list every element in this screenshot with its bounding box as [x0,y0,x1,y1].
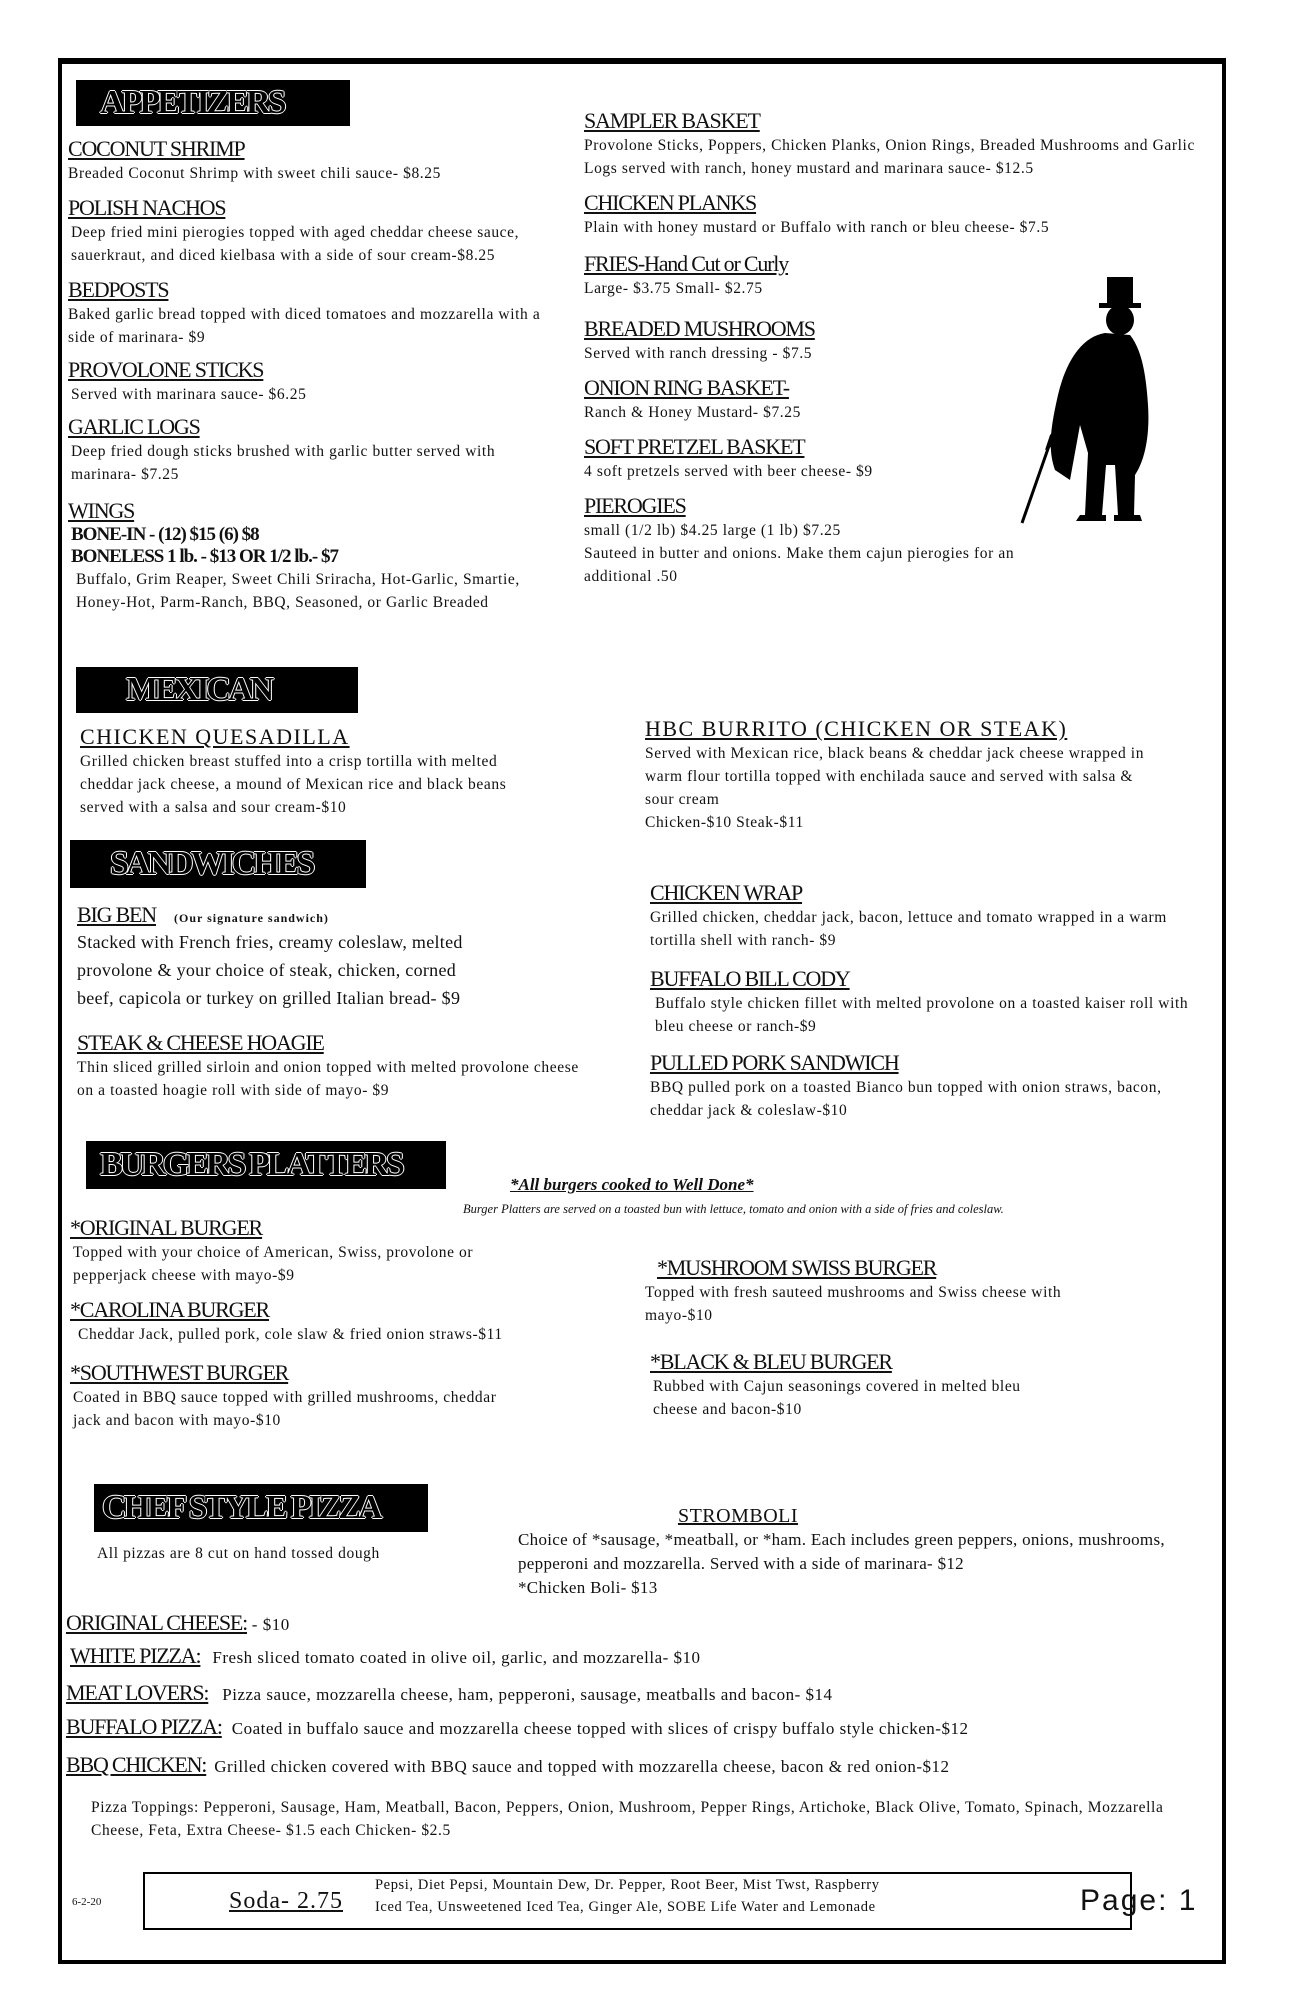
item-desc: - $10 [247,1615,290,1634]
item-desc: Thin sliced grilled sirloin and onion topped with melted provolone cheese on a toasted hoagie roll with side of mayo- $9 [77,1059,579,1099]
sandwiches-banner [70,840,366,888]
section-heading: SANDWICHES [110,845,313,882]
item-desc: Cheddar Jack, pulled pork, cole slaw & fried onion straws-$11 [78,1326,503,1343]
item-title: WHITE PIZZA: [70,1643,201,1668]
item-price: Chicken-$10 Steak-$11 [645,814,804,831]
item-desc: Large- $3.75 Small- $2.75 [584,280,763,297]
section-heading: BURGERS PLATTERS [100,1146,402,1183]
item-title: *SOUTHWEST BURGER [70,1360,289,1385]
item-desc: Served with Mexican rice, black beans & cheddar jack cheese wrapped in warm flour tortilla topped with enchilada sauce and served with salsa & sour cream [645,745,1145,808]
item-title: CHICKEN PLANKS [584,190,757,215]
pizza-list [66,1610,1216,1788]
item-desc: Stacked with French fries, creamy coleslaw, melted provolone & your choice of steak, chicken, corned beef, capicola or turkey on grilled Italian bread- $9 [77,932,463,1008]
item-title: ORIGINAL CHEESE: [66,1610,248,1635]
item-desc: Choice of *sausage, *meatball, or *ham. Each includes green peppers, onions, mushrooms, pepperoni and mozzarella. Served with a side of marinara- $12 [518,1530,1165,1573]
item-desc: Topped with your choice of American, Swiss, provolone or pepperjack cheese with mayo-$9 [73,1244,474,1284]
item-title: FRIES-Hand Cut or Curly [584,251,789,276]
item-desc: BBQ pulled pork on a toasted Bianco bun topped with onion straws, bacon, cheddar jack & coleslaw-$10 [650,1079,1162,1119]
item-sizes: small (1/2 lb) $4.25 large (1 lb) $7.25 [584,522,841,539]
platter-note: Burger Platters are served on a toasted bun with lettuce, tomato and onion with a side of fries and coleslaw. [463,1202,1004,1216]
item-title: *BLACK & BLEU BURGER [650,1349,892,1374]
section-heading: CHEF STYLE PIZZA [102,1489,380,1526]
item-title: STEAK & CHEESE HOAGIE [77,1030,324,1055]
pizza-toppings: Pizza Toppings: Pepperoni, Sausage, Ham, Meatball, Bacon, Peppers, Onion, Mushroom, Pepper Rings, Artichoke, Black Olive, Tomato, Spinach, Mozzarella Cheese, Feta, Extra Cheese- $1.5 each Chicken- $2.5 [91,1799,1164,1839]
item-desc: Served with marinara sauce- $6.25 [71,386,307,403]
item-title: COCONUT SHRIMP [68,136,245,161]
item-title: ONION RING BASKET- [584,375,789,400]
item-title: BIG BEN [77,902,156,927]
appetizers-left-column [68,136,548,614]
item-title: BUFFALO BILL CODY [650,966,850,991]
item-title: PULLED PORK SANDWICH [650,1050,899,1075]
item-desc: Grilled chicken breast stuffed into a crisp tortilla with melted cheddar jack cheese, a mound of Mexican rice and black beans served with a salsa and sour cream-$10 [80,753,507,816]
item-desc: Buffalo, Grim Reaper, Sweet Chili Sriracha, Hot-Garlic, Smartie, Honey-Hot, Parm-Ranch, BBQ, Seasoned, or Garlic Breaded [76,571,520,611]
sandwiches-left [77,902,597,1102]
pizza-row [66,1752,1216,1788]
wings-boneless: BONELESS 1 lb. - $13 OR 1/2 lb.- $7 [71,546,338,567]
item-desc: Grilled chicken, cheddar jack, bacon, lettuce and tomato wrapped in a warm tortilla shell with ranch- $9 [650,909,1167,949]
item-title: CHICKEN WRAP [650,880,803,905]
wings-bone-in: BONE-IN - (12) $15 (6) $8 [71,524,259,545]
item-title: GARLIC LOGS [68,414,200,439]
item-title: PIEROGIES [584,493,686,518]
burgers-banner [86,1141,446,1189]
item-title: CHICKEN QUESADILLA [80,724,350,749]
item-title: *ORIGINAL BURGER [70,1215,263,1240]
item-title: MEAT LOVERS: [66,1680,209,1705]
appetizers-banner [76,80,350,126]
pizza-row [66,1610,1216,1643]
item-desc: Plain with honey mustard or Buffalo with ranch or bleu cheese- $7.5 [584,219,1050,236]
item-extra: *Chicken Boli- $13 [518,1578,658,1597]
soda-line: Pepsi, Diet Pepsi, Mountain Dew, Dr. Pepper, Root Beer, Mist Twst, Raspberry [375,1877,880,1893]
item-title: BEDPOSTS [68,277,169,302]
item-desc: Pizza sauce, mozzarella cheese, ham, pepperoni, sausage, meatballs and bacon- $14 [222,1685,833,1704]
pizza-row [66,1643,1216,1680]
item-title: WINGS [68,498,135,523]
item-desc: Sauteed in butter and onions. Make them cajun pierogies for an additional .50 [584,545,1015,585]
soda-line: Iced Tea, Unsweetened Iced Tea, Ginger Ale, SOBE Life Water and Lemonade [375,1899,876,1915]
item-desc: Fresh sliced tomato coated in olive oil, garlic, and mozzarella- $10 [212,1648,701,1667]
item-desc: Coated in BBQ sauce topped with grilled mushrooms, cheddar jack and bacon with mayo-$10 [73,1389,497,1429]
item-desc: Provolone Sticks, Poppers, Chicken Planks, Onion Rings, Breaded Mushrooms and Garlic Logs served with ranch, honey mustard and marinara sauce- $12.5 [584,137,1195,177]
section-heading: APPETIZERS [100,84,284,121]
item-title: SOFT PRETZEL BASKET [584,434,805,459]
page-number: Page: 1 [1080,1884,1198,1917]
item-desc: Breaded Coconut Shrimp with sweet chili sauce- $8.25 [68,165,441,182]
burgers-right [645,1255,1065,1421]
item-desc: Grilled chicken covered with BBQ sauce and topped with mozzarella cheese, bacon & red onion-$12 [214,1757,950,1776]
soda-list [375,1874,880,1918]
item-title: *MUSHROOM SWISS BURGER [657,1255,937,1280]
mexican-left [80,724,550,819]
item-title: BREADED MUSHROOMS [584,316,815,341]
pizza-sub-note: All pizzas are 8 cut on hand tossed dough [97,1545,380,1562]
well-done-note: *All burgers cooked to Well Done* [510,1175,754,1194]
stromboli [518,1505,1198,1600]
item-desc: Coated in buffalo sauce and mozzarella cheese topped with slices of crispy buffalo style chicken-$12 [231,1719,969,1738]
menu-date: 6-2-20 [72,1896,102,1908]
mexican-right [645,716,1145,834]
item-desc: Served with ranch dressing - $7.5 [584,345,813,362]
section-heading: MEXICAN [126,671,272,708]
mexican-banner [76,667,358,713]
item-title: POLISH NACHOS [68,195,226,220]
item-title: BUFFALO PIZZA: [66,1714,222,1739]
soda-price: Soda- 2.75 [229,1888,343,1914]
item-desc: 4 soft pretzels served with beer cheese- $9 [584,463,873,480]
gentleman-silhouette-image [1010,275,1200,525]
item-title: PROVOLONE STICKS [68,357,264,382]
item-title: HBC BURRITO (CHICKEN OR STEAK) [645,716,1068,741]
item-desc: Deep fried dough sticks brushed with garlic butter served with marinara- $7.25 [71,443,496,483]
pizza-row [66,1680,1216,1714]
item-title: SAMPLER BASKET [584,108,760,133]
item-desc: Buffalo style chicken fillet with melted provolone on a toasted kaiser roll with bleu cheese or ranch-$9 [655,995,1189,1035]
pizza-row [66,1714,1216,1752]
item-title: STROMBOLI [677,1505,799,1527]
item-desc: Ranch & Honey Mustard- $7.25 [584,404,801,421]
item-title: BBQ CHICKEN: [66,1752,207,1777]
item-desc: Baked garlic bread topped with diced tomatoes and mozzarella with a side of marinara- $9 [68,306,541,346]
item-desc: Topped with fresh sauteed mushrooms and Swiss cheese with mayo-$10 [645,1284,1062,1324]
burgers-left [70,1215,520,1432]
item-title: *CAROLINA BURGER [70,1297,269,1322]
sandwiches-right [650,880,1210,1122]
pizza-banner [94,1484,428,1532]
item-desc: Deep fried mini pierogies topped with aged cheddar cheese sauce, sauerkraut, and diced kielbasa with a side of sour cream-$8.25 [71,224,520,264]
item-desc: Rubbed with Cajun seasonings covered in melted bleu cheese and bacon-$10 [653,1378,1021,1418]
signature-tag: (Our signature sandwich) [174,911,329,925]
